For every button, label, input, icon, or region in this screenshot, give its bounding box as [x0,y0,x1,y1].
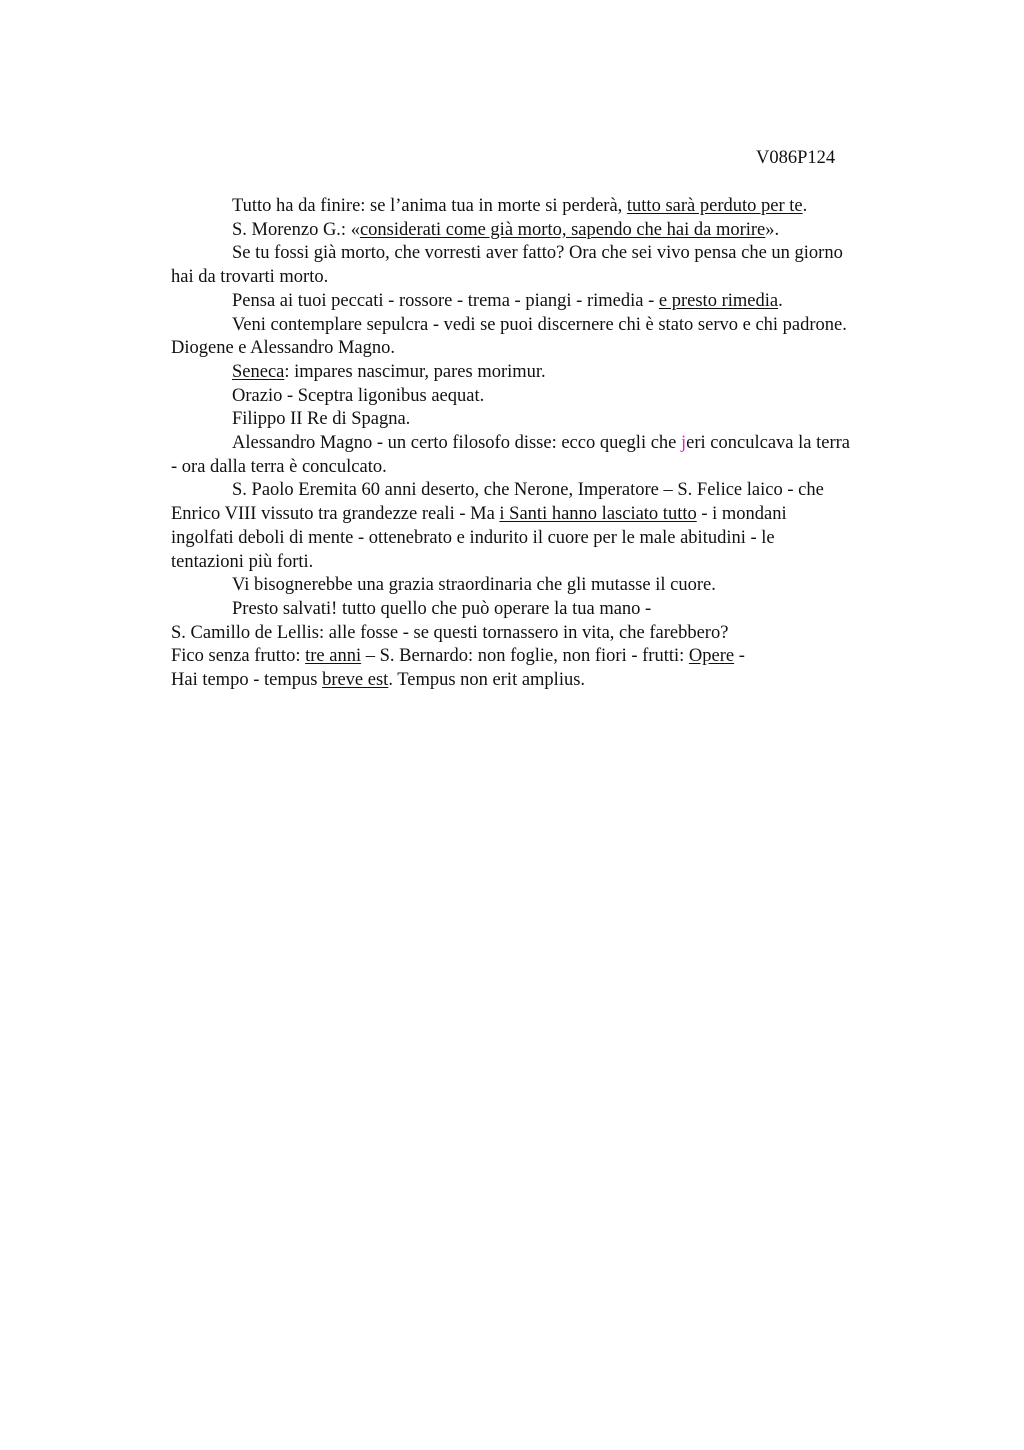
text-span: Alessandro Magno - un certo filosofo disse: ecco quegli che [232,433,682,454]
text-span: Vi bisognerebbe una grazia straordinaria che gli mutasse il cuore. [232,575,716,596]
paragraph-alessandro [171,432,931,456]
text-span: ». [765,219,780,240]
paragraph-paolo-eremita [171,479,931,503]
text-span: - i mondani [696,504,787,525]
text-span: Orazio - Sceptra ligonibus aequat. [232,385,485,406]
underlined-text: e presto rimedia [658,290,779,311]
document-body [171,195,931,693]
paragraph-grazia [171,574,931,598]
paragraph-se-tu-fossi-cont [171,266,931,290]
paragraph-veni-contemplare-cont [171,337,931,361]
text-span: hai da trovarti morto. [171,267,329,288]
underlined-text: tutto sarà perduto per te [626,196,803,216]
paragraph-camillo [171,622,931,646]
underlined-text: tre anni [305,646,362,667]
paragraph-alessandro-cont [171,456,931,480]
text-span: tentazioni più forti. [171,551,314,572]
text-span: Presto salvati! tutto quello che può operare la tua mano - [232,598,652,619]
text-span: – S. Bernardo: non foglie, non fiori - frutti: [361,646,689,667]
text-span: . Tempus non erit amplius. [388,670,586,691]
text-span: S. Camillo de Lellis: alle fosse - se questi tornassero in vita, che farebbero? [171,622,729,643]
paragraph-pensa-ai-peccati [171,290,931,314]
paragraph-se-tu-fossi [171,242,931,266]
paragraph-filippo [171,408,931,432]
text-span: Filippo II Re di Spagna. [232,409,411,430]
paragraph-paolo-eremita-cont [171,551,931,575]
paragraph-orazio [171,385,931,409]
text-span: Veni contemplare sepulcra - vedi se puoi discernere chi è stato servo e chi padrone. [232,314,847,335]
page-code: V086P124 [756,148,836,168]
underlined-text: Opere [688,646,735,667]
text-span: eri conculcava la terra [686,433,850,454]
text-span: Fico senza frutto: [171,646,306,667]
underlined-text: Seneca [232,361,285,382]
text-span: - ora dalla terra è conculcato. [171,456,387,477]
paragraph-tutto-ha-da-finire [171,195,931,219]
text-span: S. Paolo Eremita 60 anni deserto, che Nerone, Imperatore – S. Felice laico - che [232,480,824,501]
text-span: : impares nascimur, pares morimur. [284,361,546,382]
text-span: - [734,646,745,667]
text-span: S. Morenzo G.: « [232,219,360,240]
paragraph-paolo-eremita-cont [171,503,931,527]
paragraph-veni-contemplare [171,314,931,338]
text-span: Pensa ai tuoi peccati - rossore - trema - piangi - rimedia - [232,290,659,311]
text-span: Diogene e Alessandro Magno. [171,338,396,359]
underlined-text: i Santi hanno lasciato tutto [499,504,697,525]
text-span: Se tu fossi già morto, che vorresti aver fatto? Ora che sei vivo pensa che un giorno [232,243,843,264]
paragraph-presto-salvati [171,598,931,622]
text-span: ingolfati deboli di mente - ottenebrato e indurito il cuore per le male abitudini - le [171,527,775,548]
paragraph-fico [171,645,931,669]
text-span: . [778,290,783,311]
underlined-text: considerati come già morto, sapendo che hai da morire [359,219,766,240]
highlighted-letter: j [681,433,687,454]
underlined-text: breve est [322,670,389,691]
paragraph-morenzo [171,219,931,243]
paragraph-paolo-eremita-cont [171,527,931,551]
text-span: Hai tempo - tempus [171,670,323,691]
text-span: Enrico VIII vissuto tra grandezze reali - Ma [171,504,500,525]
paragraph-hai-tempo [171,669,931,693]
paragraph-seneca [171,361,931,385]
text-span: . [802,196,808,216]
text-span: Tutto ha da finire: se l’anima tua in morte si perderà, [232,196,627,216]
